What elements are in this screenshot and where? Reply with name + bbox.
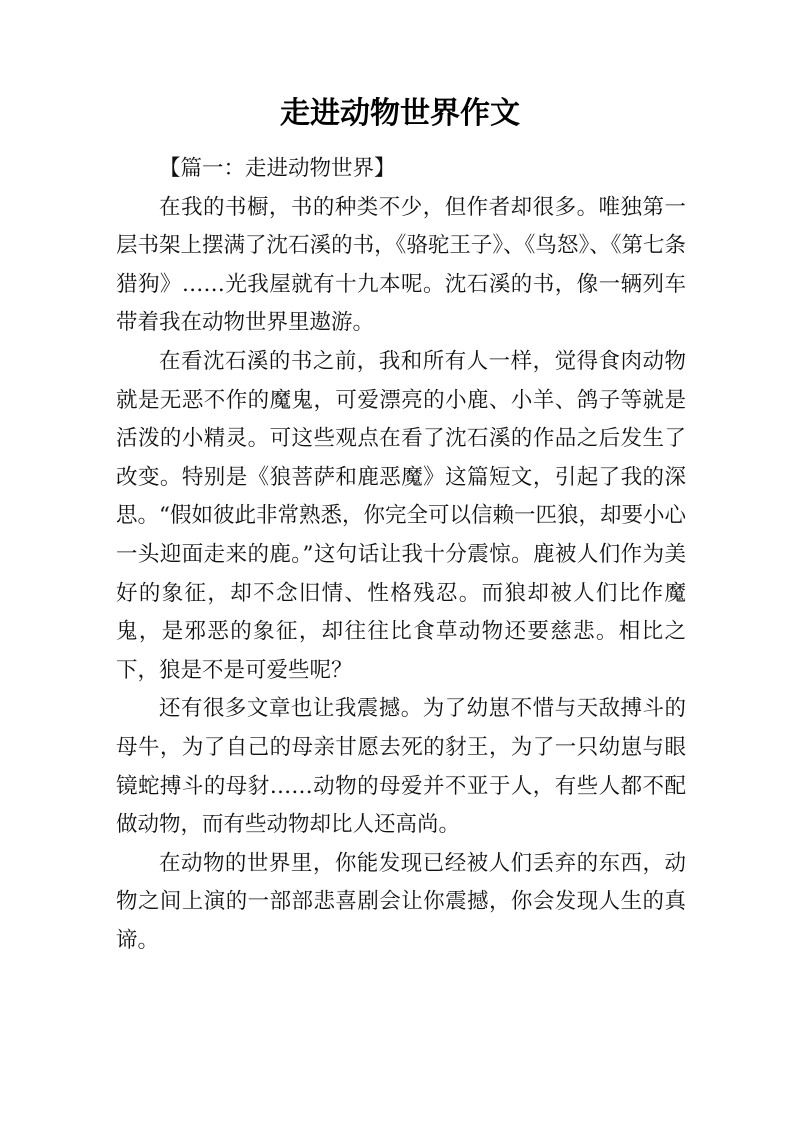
document-title: 走进动物世界作文 (280, 96, 520, 131)
paragraph: 还有很多文章也让我震撼。为了幼崽不惜与天敌搏斗的母牛，为了自己的母亲甘愿去死的豺王，为了一只幼崽与眼镜蛇搏斗的母豺……动物的母爱并不亚于人，有些人都不配做动物，而有些动物却比人还高尚。 (116, 696, 686, 838)
paragraph: 在看沈石溪的书之前，我和所有人一样，觉得食肉动物就是无恶不作的魔鬼，可爱漂亮的小鹿、小羊、鸽子等就是活泼的小精灵。可这些观点在看了沈石溪的作品之后发生了改变。特别是《狼菩萨和鹿恶魔》这篇短文，引起了我的深思。“假如彼此非常熟悉，你完全可以信赖一匹狼，却要小心一头迎面走来的鹿。”这句话让我十分震惊。鹿被人们作为美好的象征，却不念旧情、性格残忍。而狼却被人们比作魔鬼，是邪恶的象征，却往往比食草动物还要慈悲。相比之下，狼是不是可爱些呢？ (116, 348, 686, 683)
document-body (116, 150, 686, 960)
paragraph: 在动物的世界里，你能发现已经被人们丢弃的东西，动物之间上演的一部部悲喜剧会让你震撼，你会发现人生的真谛。 (116, 850, 686, 953)
paragraph: 在我的书橱，书的种类不少，但作者却很多。唯独第一层书架上摆满了沈石溪的书，《骆驼王子》、《鸟怒》、《第七条猎狗》……光我屋就有十九本呢。沈石溪的书，像一辆列车带着我在动物世界里遨游。 (116, 194, 686, 336)
section-heading: 【篇一：走进动物世界】 (159, 156, 396, 181)
